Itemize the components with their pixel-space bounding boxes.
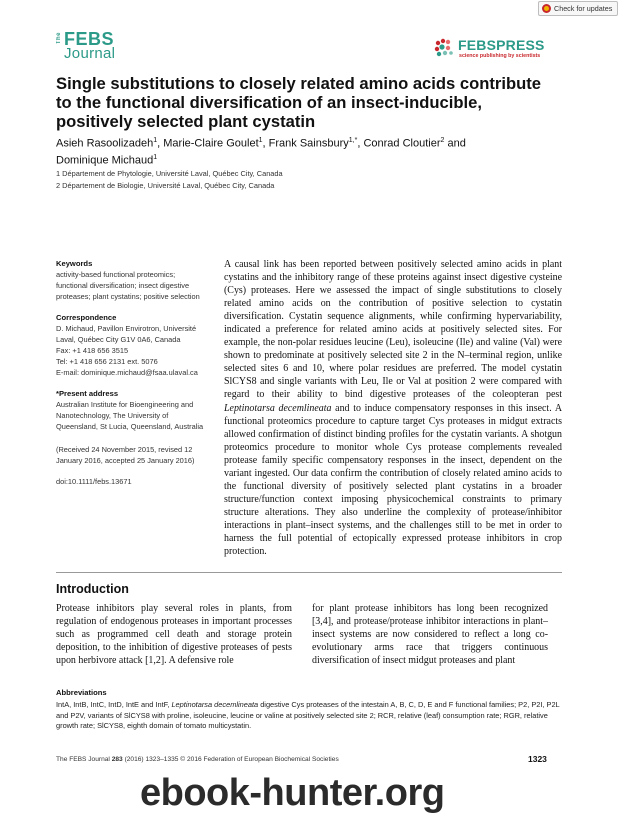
received-line: January 2016, accepted 25 January 2016) xyxy=(56,455,195,465)
author-affiliation-mark: 1 xyxy=(258,137,263,144)
present-address-block xyxy=(56,389,216,433)
doi-link[interactable]: doi:10.1111/febs.13671 xyxy=(56,477,132,486)
correspondence-line: Laval, Québec City G1V 0A6, Canada xyxy=(56,334,181,344)
author-affiliation-mark: 1 xyxy=(153,137,158,144)
author-line-1: Asieh Rasoolizadeh$^1$, Marie-Claire Goulet$^1$, Frank Sainsbury$^{1,*}$, Conrad Cloutier$^2$ and xyxy=(56,137,466,150)
affiliation: 2 Département de Biologie, Université Laval, Québec City, Canada xyxy=(56,180,275,190)
author-name: Marie-Claire Goulet xyxy=(163,137,259,150)
introduction-heading: Introduction xyxy=(56,582,129,596)
abbreviations-text: IntA, IntB, IntC, IntD, IntE and IntF, Leptinotarsa decemlineata digestive Cys proteases of the intestain A, B, C, D, E and F functional families; P2, P2I, P2L and P2V, variants of SlCYS8 with proline, isoleucine, leucine or valine at positively selected site 2; RCR, relative (leaf) consumption rate; RGR, relative growth rate; SlCYS8, eighth domain of tomato multicystatin. xyxy=(56,699,560,731)
correspondence-line: Fax: +1 418 656 3515 xyxy=(56,345,129,355)
page-number: 1323 xyxy=(528,754,547,764)
introduction-column-2: for plant protease inhibitors has long been recognized [3,4], and protease/protease inhibitor interactions in plant–insect systems are now considered to reflect a long co-evolutionary arms race that triggers continuous diversification of insect midgut proteases and plant xyxy=(312,603,548,667)
present-address-line: Nanotechnology, The University of xyxy=(56,410,169,420)
section-divider xyxy=(56,572,562,573)
keywords-heading: Keywords xyxy=(56,259,93,268)
watermark: ebook-hunter.org xyxy=(140,772,445,814)
check-for-updates-label: Check for updates xyxy=(554,4,613,13)
author-list xyxy=(56,134,556,168)
author-affiliation-mark: 1,* xyxy=(348,137,358,144)
keywords-block xyxy=(56,259,216,303)
affiliations xyxy=(56,168,456,191)
present-address-line: Australian Institute for Bioengineering and xyxy=(56,399,194,409)
received-dates xyxy=(56,445,216,467)
keywords-line: proteases; plant cystatins; positive selection xyxy=(56,291,200,301)
author-name: Asieh Rasoolizadeh xyxy=(56,137,154,150)
introduction-column-1: Protease inhibitors play several roles in plants, from regulation of endogenous proteases in important processes such as programmed cell death and storage protein deposition, to the inhibition of digestive proteases of pests upon herbivore attack [1,2]. A defensive role xyxy=(56,603,292,667)
author-name: Frank Sainsbury xyxy=(268,137,349,150)
author-name: Conrad Cloutier xyxy=(363,137,441,150)
article-title: Single substitutions to closely related amino acids contribute to the functional diversification of an insect-inducible, positively selected plant cystatin xyxy=(56,74,541,131)
present-address-heading: *Present address xyxy=(56,389,119,398)
correspondence-block xyxy=(56,313,216,378)
crossmark-icon xyxy=(542,4,551,13)
page-footer: The FEBS Journal 283 (2016) 1323–1335 © 2016 Federation of European Biochemical Societies xyxy=(56,756,339,763)
abstract: A causal link has been reported between positively selected amino acids in plant cystatins and the inhibitory range of these proteins against insect digestive cysteine (Cys) proteases. Here we assessed the impact of single substitutions to closely related amino acids on the contribution of positive selection to cystatin diversification. Cystatin sequence alignments, while confirming hypervariability, indicated a preference for related amino acids at positively selected sites. For example, the non-polar residues leucine (Leu), isoleucine (Ile) and valine (Val) were shown to predominate at positively selected site 2 in the N–terminal region, unlike selected sites 6 and 10, where polar residues are preferred. The model cystatin SlCYS8 and single variants with Leu, Ile or Val at position 2 were compared with regard to their ability to bind digestive proteases of the coleopteran pest Leptinotarsa decemlineata and to induce compensatory responses in this insect. A functional proteomics procedure to capture target Cys proteases in midgut extracts allowed confirmation of distinct binding profiles for the cystatin variants. A shotgun proteomics procedure to monitor whole Cys protease complements revealed protease family specific compensatory responses in the insect, dependent on the variant ingested. Our data confirm the contribution of closely related amino acids to the functional diversity of positively selected plant cystatins in a broader structure/function context imposing physicochemical constraints to primary structure alterations. They also underline the complexity of protease/inhibitor interactions in plant–insect systems, and the challenges still to be met in order to harness the full potential of ectopically expressed protease inhibitors in crop protection. xyxy=(224,259,562,558)
species-name: Leptinotarsa decemlineata xyxy=(224,402,332,414)
abbreviations-heading: Abbreviations xyxy=(56,688,107,697)
affiliation: 1 Département de Phytologie, Université Laval, Québec City, Canada xyxy=(56,169,283,178)
author-affiliation-mark: 1 xyxy=(153,154,158,162)
present-address-line: Queensland, St Lucia, Queensland, Australia xyxy=(56,421,204,431)
received-line: (Received 24 November 2015, revised 12 xyxy=(56,445,193,454)
author-name: Dominique Michaud xyxy=(56,154,154,167)
correspondence-heading: Correspondence xyxy=(56,313,117,322)
author-affiliation-mark: 2 xyxy=(440,137,445,144)
check-for-updates-button[interactable] xyxy=(538,1,618,16)
keywords-line: functional diversification; insect digestive xyxy=(56,280,190,290)
febs-press-mark-icon xyxy=(434,38,456,58)
correspondence-line: Tel: +1 418 656 2131 ext. 5076 xyxy=(56,356,158,366)
febs-press-logo: FEBSPRESS science publishing by scientists xyxy=(434,36,554,66)
febs-journal-logo: The FEBS Journal xyxy=(56,29,116,62)
correspondence-line: D. Michaud, Pavillon Envirotron, Université xyxy=(56,323,197,333)
author-line-2 xyxy=(56,151,556,168)
keywords-line: activity-based functional proteomics; xyxy=(56,269,176,279)
correspondence-email[interactable]: E-mail: dominique.michaud@fsaa.ulaval.ca xyxy=(56,367,198,377)
abbreviations-block xyxy=(56,688,562,732)
